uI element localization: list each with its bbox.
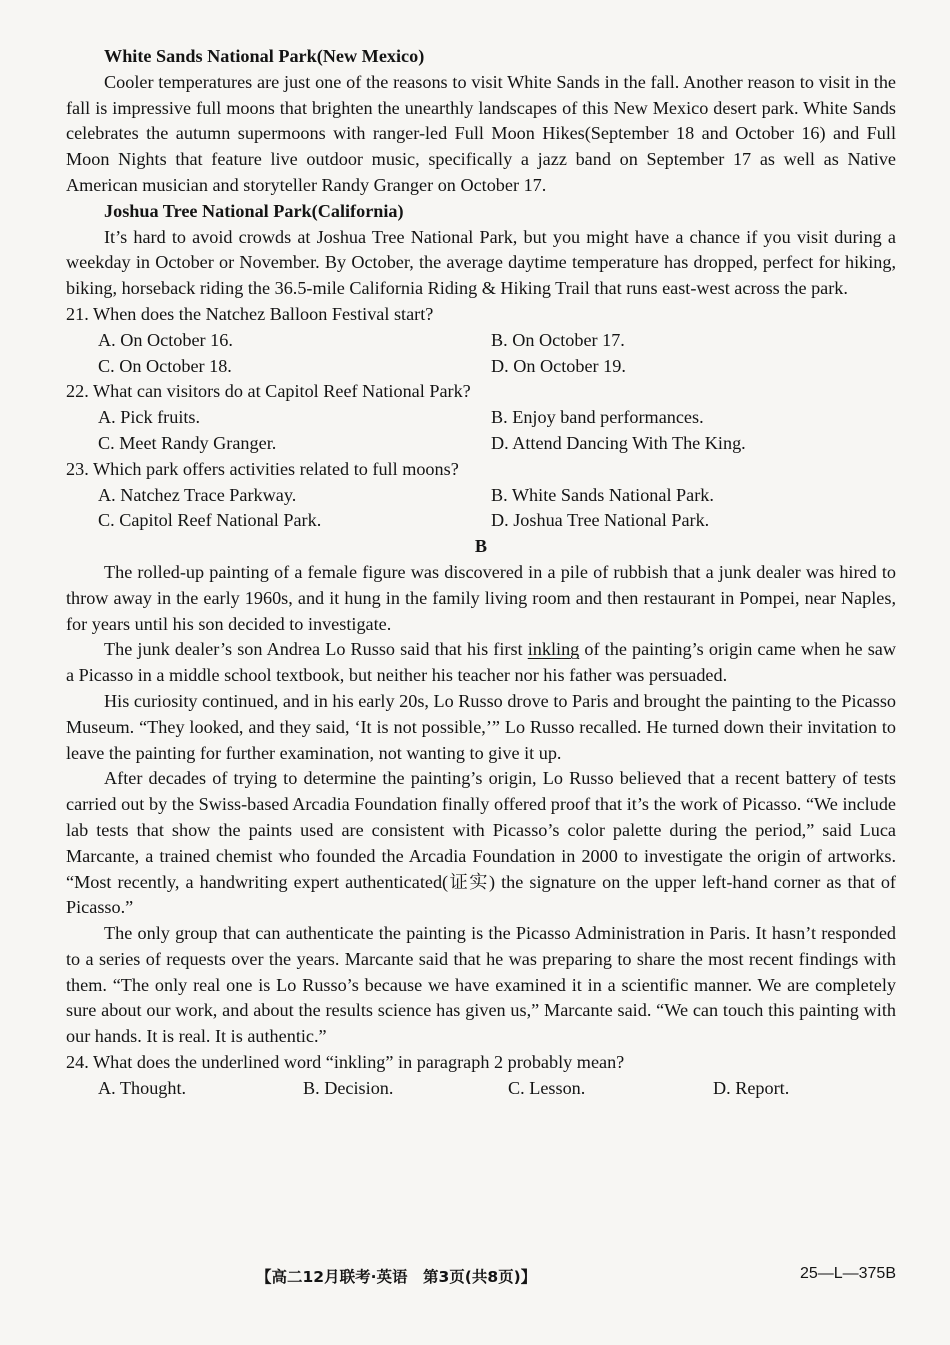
- paragraph-text: of the painting’s origin came when he saw a Picasso in a middle school textbook, but neither his teacher nor his father was persuaded.: [66, 639, 897, 686]
- option-text: A. Natchez Trace Parkway.: [98, 484, 297, 505]
- question-22-options: [66, 405, 896, 457]
- option-text: D. Attend Dancing With The King.: [491, 432, 746, 453]
- option-text: C. Capitol Reef National Park.: [98, 510, 322, 531]
- paragraph-text: The junk dealer’s son Andrea Lo Russo said that his first: [104, 639, 528, 660]
- option-text: A. Pick fruits.: [98, 407, 201, 428]
- white-sands-paragraph: Cooler temperatures are just one of the reasons to visit White Sands in the fall. Another reason to visit in the fall is impressive full moons that brighten the unearthly landscapes of this New Mexico desert park. White Sands celebrates the autumn supermoons with ranger-led Full Moon Hikes(September 18 and October 16) and Full Moon Nights that feature live outdoor music, specifically a jazz band on September 17 as well as Native American musician and storyteller Randy Granger on October 17.: [66, 71, 896, 195]
- passage-b-paragraph-3: His curiosity continued, and in his early 20s, Lo Russo drove to Paris and brought the painting to the Picasso Museum. “They looked, and they said, ‘It is not possible,’” Lo Russo recalled. He turned down their invitation to leave the painting for further examination, not wanting to give it up.: [66, 690, 896, 763]
- option-text: B. On October 17.: [491, 329, 625, 350]
- option-text: D. On October 19.: [491, 355, 626, 376]
- passage-b-paragraph-4: After decades of trying to determine the painting’s origin, Lo Russo believed that a recent battery of tests carried out by the Swiss-based Arcadia Foundation finally offered proof that it’s the work of Picasso. “We include lab tests that show the paints used are consistent with Picasso’s color palette during the period,” said Luca Marcante, a trained chemist who founded the Arcadia Foundation in 2000 to investigate the origin of artworks. “Most recently, a handwriting expert authenticated(证实) the signature on the upper left-hand corner as that of Picasso.”: [66, 768, 896, 918]
- option-text: B. Enjoy band performances.: [491, 407, 704, 428]
- joshua-tree-paragraph: It’s hard to avoid crowds at Joshua Tree National Park, but you might have a chance if you visit during a weekday in October or November. By October, the average daytime temperature has dropped, perfect for hiking, biking, horseback riding the 36.5-mile California Riding & Hiking Trail that runs east-west across the park.: [66, 226, 896, 299]
- question-23-stem: 23. Which park offers activities related to full moons?: [66, 458, 459, 479]
- question-21-stem: 21. When does the Natchez Balloon Festival start?: [66, 303, 434, 324]
- passage-b-paragraph-2: [66, 637, 896, 689]
- footer-exam-code: 25—L—375B: [799, 1265, 896, 1282]
- option-text: D. Joshua Tree National Park.: [491, 510, 710, 531]
- option-text: B. White Sands National Park.: [491, 484, 714, 505]
- option-text: B. Decision.: [303, 1077, 394, 1098]
- question-24-options: [66, 1076, 896, 1102]
- footer-page-info: 【高二12月联考·英语 第3页(共8页)】: [256, 1268, 537, 1286]
- passage-b-paragraph-1: The rolled-up painting of a female figure was discovered in a pile of rubbish that a junk dealer was hired to throw away in the early 1960s, and it hung in the family living room and then restaurant in Pompei, near Naples, for years until his son decided to investigate.: [66, 561, 896, 634]
- page-footer: [66, 1265, 896, 1291]
- option-text: A. Thought.: [98, 1077, 187, 1098]
- white-sands-heading: White Sands National Park(New Mexico): [104, 46, 425, 66]
- option-text: C. Meet Randy Granger.: [98, 432, 277, 453]
- joshua-tree-heading: Joshua Tree National Park(California): [104, 200, 404, 221]
- option-text: C. Lesson.: [508, 1077, 586, 1098]
- question-24-stem: 24. What does the underlined word “inkling” in paragraph 2 probably mean?: [66, 1052, 625, 1073]
- question-22-stem: 22. What can visitors do at Capitol Reef National Park?: [66, 381, 471, 402]
- underlined-word: inkling: [527, 639, 580, 660]
- question-21-options: [66, 328, 896, 380]
- option-text: C. On October 18.: [98, 355, 232, 376]
- passage-b-paragraph-5: The only group that can authenticate the painting is the Picasso Administration in Paris. It hasn’t responded to a series of requests over the years. Marcante said that he was preparing to share the most recent findings with them. “The only real one is Lo Russo’s because we have examined it in a scientific manner. We are completely sure about our work, and about the results science has given us,” Marcante said. “We can touch this painting with our hands. It is real. It is authentic.”: [66, 923, 896, 1047]
- question-23-options: [66, 483, 896, 535]
- option-text: D. Report.: [713, 1077, 790, 1098]
- option-text: A. On October 16.: [98, 329, 233, 350]
- section-b-label: B: [474, 536, 488, 557]
- exam-page: [66, 44, 896, 1102]
